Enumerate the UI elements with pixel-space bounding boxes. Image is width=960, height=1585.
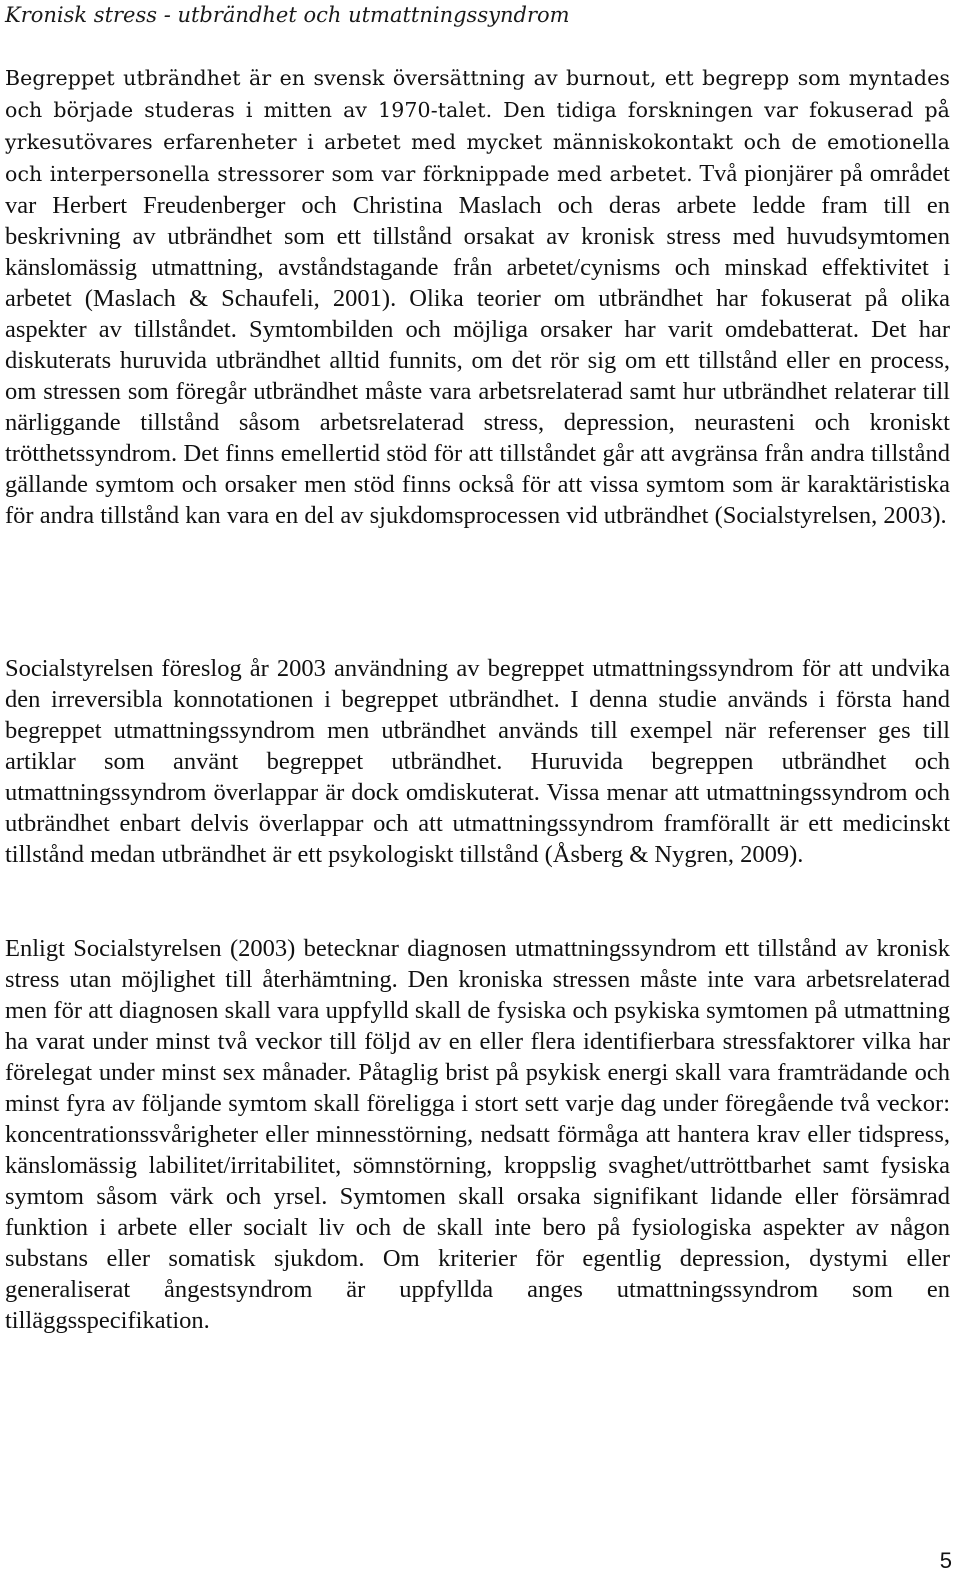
paragraph-burnout-history xyxy=(5,62,950,531)
paragraph-terminology: Socialstyrelsen föreslog år 2003 användning av begreppet utmattningssyndrom för att undvika den irreversibla konnotationen i begreppet utbrändhet. I denna studie används i första hand begreppet utmattningssyndrom men utbrändhet används till exempel när referenser ges till artiklar som använt begreppet utbrändhet. Huruvida begreppen utbrändhet och utmattningssyndrom överlappar är dock omdiskuterat. Vissa menar att utmattningssyndrom och utbrändhet enbart delvis överlappar och att utmattningssyndrom framförallt är ett medicinskt tillstånd medan utbrändhet är ett psykologiskt tillstånd (Åsberg & Nygren, 2009). xyxy=(5,655,950,868)
running-header: Kronisk stress - utbrändhet och utmattningssyndrom xyxy=(5,3,570,27)
page-number: 5 xyxy=(939,1548,952,1573)
paragraph-opening-text: Begreppet utbrändhet är en svensk översättning av burnout, ett begrepp som myntades och började studeras i mitten av 1970-talet. Den tidiga forskningen var fokuserad på yrkesutövares erfarenheter i arbetet med mycket människokontakt och de emotionella och interpersonella stressorer som var förknippade med arbetet. xyxy=(5,66,950,186)
paragraph-continuation-text: Två pionjärer på området var Herbert Freudenberger och Christina Maslach och deras arbete ledde fram till en beskrivning av utbrändhet som ett tillstånd orsakat av kronisk stress med huvudsymtomen känslomässig utmattning, avståndstagande från arbetet/cynisms och minskad effektivitet i arbetet (Maslach & Schaufeli, 2001). Olika teorier om utbrändhet har fokuserat på olika aspekter av tillståndet. Symtombilden och möjliga orsaker har varit omdebatterat. Det har diskuterats huruvida utbrändhet alltid funnits, om det rör sig om ett tillstånd eller en process, om stressen som föregår utbrändhet måste vara arbetsrelaterad samt hur utbrändhet relaterar till närliggande tillstånd såsom arbetsrelaterad stress, depression, neurasteni och kroniskt trötthetssyndrom. Det finns emellertid stöd för att tillståndet går att avgränsa från andra tillstånd gällande symtom och orsaker men stöd finns också för att vissa symtom som är karaktäristiska för andra tillstånd kan vara en del av sjukdomsprocessen vid utbrändhet (Socialstyrelsen, 2003). xyxy=(5,160,950,529)
paragraph-diagnosis-criteria: Enligt Socialstyrelsen (2003) betecknar diagnosen utmattningssyndrom ett tillstånd av kronisk stress utan möjlighet till återhämtning. Den kroniska stressen måste inte vara arbetsrelaterad men för att diagnosen skall vara uppfylld skall de fysiska och psykiska symtomen på utmattning ha varat under minst två veckor till följd av en eller flera identifierbara stressfaktorer vilka har förelegat under minst sex månader. Påtaglig brist på psykisk energi skall vara framträdande och minst fyra av följande symtom skall föreligga i stort sett varje dag under föregående två veckor: koncentrationssvårigheter eller minnesstörning, nedsatt förmåga att hantera krav eller tidspress, känslomässig labilitet/irritabilitet, sömnstörning, kroppslig svaghet/uttröttbarhet samt fysiska symtom såsom värk och yrsel. Symtomen skall orsaka signifikant lidande eller försämrad funktion i arbete eller socialt liv och de skall inte bero på fysiologiska aspekter av någon substans eller somatisk sjukdom. Om kriterier för egentlig depression, dystymi eller generaliserat ångestsyndrom är uppfyllda anges utmattningssyndrom som en tilläggsspecifikation. xyxy=(5,935,950,1334)
